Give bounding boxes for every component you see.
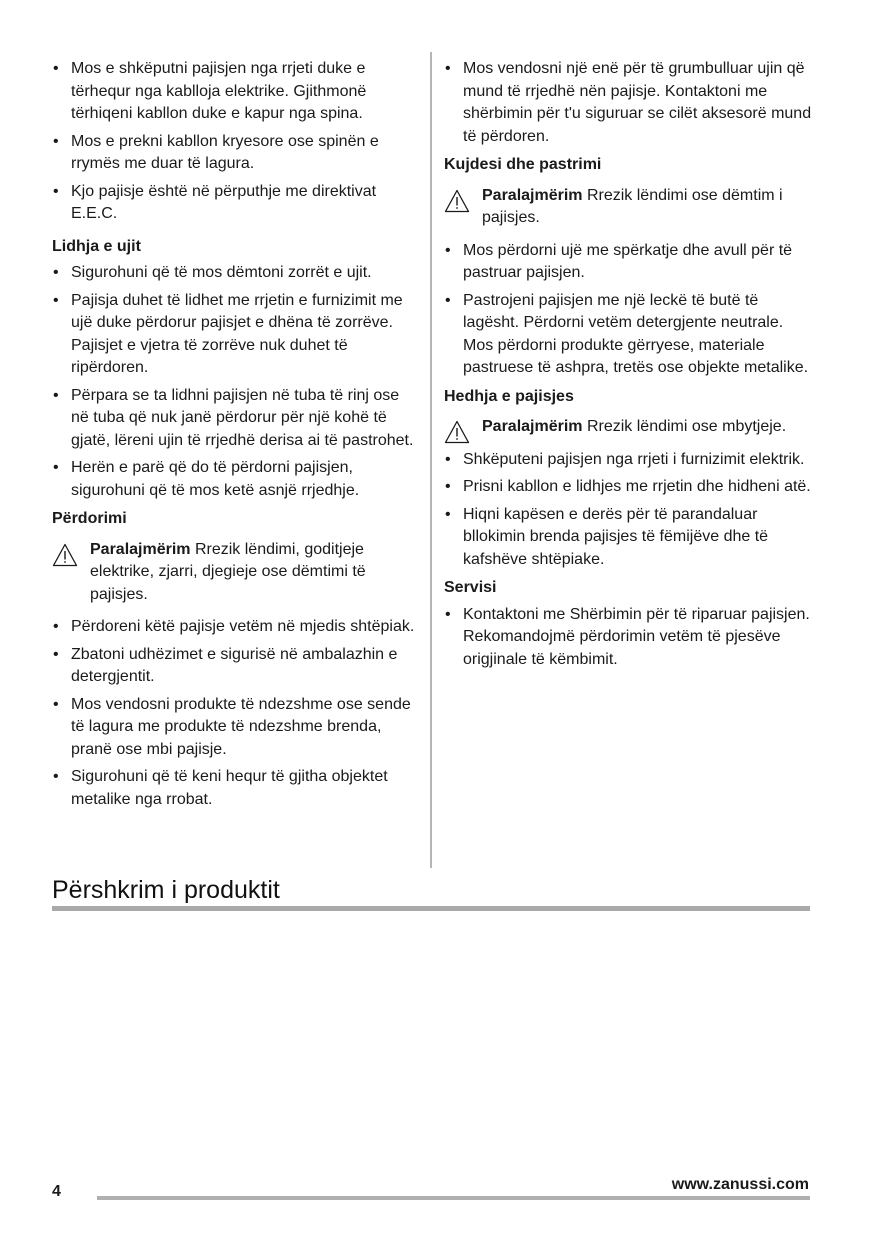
footer-rule: [97, 1196, 810, 1200]
list-item: • Sigurohuni që të mos dëmtoni zorrët e ujit.: [52, 262, 418, 285]
care-bullet-list: [444, 240, 812, 380]
bullet-icon: •: [53, 695, 59, 713]
warning-label: Paralajmërim: [482, 186, 583, 204]
bullet-icon: •: [53, 264, 59, 281]
bullet-icon: •: [445, 605, 451, 623]
bullet-icon: •: [53, 291, 59, 309]
page-number: 4: [52, 1183, 61, 1200]
bullet-icon: •: [53, 618, 59, 635]
list-item: • Zbatoni udhëzimet e sigurisë në ambalazhin e detergjentit.: [53, 645, 398, 685]
list-item: • Herën e parë që do të përdorni pajisjen, sigurohuni që të mos ketë asnjë rrjedhje.: [53, 459, 360, 499]
bullet-icon: •: [53, 132, 59, 150]
left-column: [52, 58, 418, 816]
service-heading: Servisi: [444, 579, 497, 596]
warning-label: Paralajmërim: [90, 540, 191, 558]
warning-triangle-icon: [52, 543, 78, 567]
list-item: • Shkëputeni pajisjen nga rrjeti i furnizimit elektrik.: [444, 449, 812, 472]
list-item: • Prisni kabllon e lidhjes me rrjetin dhe hidheni atë.: [444, 476, 812, 499]
bullet-icon: •: [445, 478, 451, 495]
bullet-icon: •: [445, 60, 451, 77]
list-item: • Mos vendosni një enë për të grumbulluar ujin që mund të rrjedhë nën pajisje. Kontaktoni me shërbimin për t'u siguruar se cilët aksesorë mund të përdoren.: [445, 60, 812, 145]
intro-bullet-list: [52, 58, 418, 226]
water-connection-heading: Lidhja e ujit: [52, 237, 141, 255]
list-item: • Hiqni kapësen e derës për të parandaluar bllokimin brenda pajisjes të fëmijëve dhe të kafshëve shtëpiake.: [445, 505, 769, 568]
section-rule: [52, 906, 810, 911]
care-warning: [444, 185, 812, 230]
bullet-icon: •: [445, 450, 451, 468]
care-cleaning-heading: Kujdesi dhe pastrimi: [444, 156, 602, 173]
bullet-icon: •: [445, 241, 451, 259]
bullet-icon: •: [53, 386, 59, 404]
list-item: • Sigurohuni që të keni hequr të gjitha objektet metalike nga rrobat.: [53, 768, 388, 808]
disposal-bullet-list: [444, 449, 812, 572]
list-item: • Pastrojeni pajisjen me një leckë të butë të lagësht. Përdorni vetëm detergjente neutrale. Mos përdorni produkte gërryese, materiale pastruese të ashpra, tretës ose objekte metalike.: [445, 291, 809, 376]
list-item: • Mos përdorni ujë me spërkatje dhe avull për të pastruar pajisjen.: [445, 241, 793, 281]
list-item: • Mos e shkëputni pajisjen nga rrjeti duke e tërhequr nga kablloja elektrike. Gjithmonë tërhiqeni kabllon duke e kapur nga spina.: [53, 60, 367, 122]
right-intro-bullet-list: [444, 58, 812, 148]
bullet-icon: •: [53, 459, 59, 476]
column-divider: [430, 52, 432, 868]
bullet-icon: •: [53, 645, 59, 663]
bullet-icon: •: [445, 505, 451, 523]
bullet-icon: •: [53, 60, 59, 77]
bullet-icon: •: [445, 291, 451, 309]
water-bullet-list: [52, 262, 418, 502]
warning-text: Rrezik lëndimi, goditjeje elektrike, zjarri, djegieje ose dëmtimi të pajisjes.: [90, 540, 366, 603]
use-bullet-list: [52, 616, 418, 811]
list-item: • Kjo pajisje është në përputhje me direktivat E.E.C.: [53, 182, 377, 222]
list-item: • Përdoreni këtë pajisje vetëm në mjedis shtëpiak.: [52, 616, 418, 639]
warning-text: Rrezik lëndimi ose mbytjeje.: [582, 418, 787, 435]
warning-triangle-icon: [444, 189, 470, 213]
service-bullet-list: [444, 604, 812, 672]
bullet-icon: •: [53, 182, 59, 200]
list-item: • Pajisja duhet të lidhet me rrjetin e furnizimit me ujë duke përdorur pajisjet e dhëna të zorrëve. Pajisjet e vjetra të zorrëve nuk duhet të ripërdoren.: [53, 291, 403, 376]
list-item: • Mos e prekni kabllon kryesore ose spinën e rrymës me duar të lagura.: [53, 132, 379, 172]
list-item: • Mos vendosni produkte të ndezshme ose sende të lagura me produkte të ndezshme brenda, pranë ose mbi pajisje.: [53, 695, 411, 758]
bullet-icon: •: [53, 768, 59, 785]
use-warning: [52, 539, 418, 607]
section-title: Përshkrim i produktit: [52, 876, 280, 904]
warning-label: Paralajmërim: [482, 418, 583, 435]
list-item: • Përpara se ta lidhni pajisjen në tuba të rinj ose në tuba që nuk janë përdorur për një kohë të gjatë, lëreni ujin të rrjedhë derisa ai të pastrohet.: [53, 386, 414, 449]
website-link[interactable]: www.zanussi.com: [671, 1176, 809, 1193]
disposal-heading: Hedhja e pajisjes: [444, 387, 574, 405]
use-heading: Përdorimi: [52, 510, 127, 527]
list-item: • Kontaktoni me Shërbimin për të riparuar pajisjen. Rekomandojmë përdorimin vetëm të pjesëve origjinale të këmbimit.: [445, 605, 810, 668]
warning-text: Rrezik lëndimi ose dëmtim i pajisjes.: [482, 186, 783, 226]
warning-triangle-icon: [444, 420, 470, 444]
right-column: [444, 58, 812, 676]
disposal-warning: [444, 416, 812, 439]
